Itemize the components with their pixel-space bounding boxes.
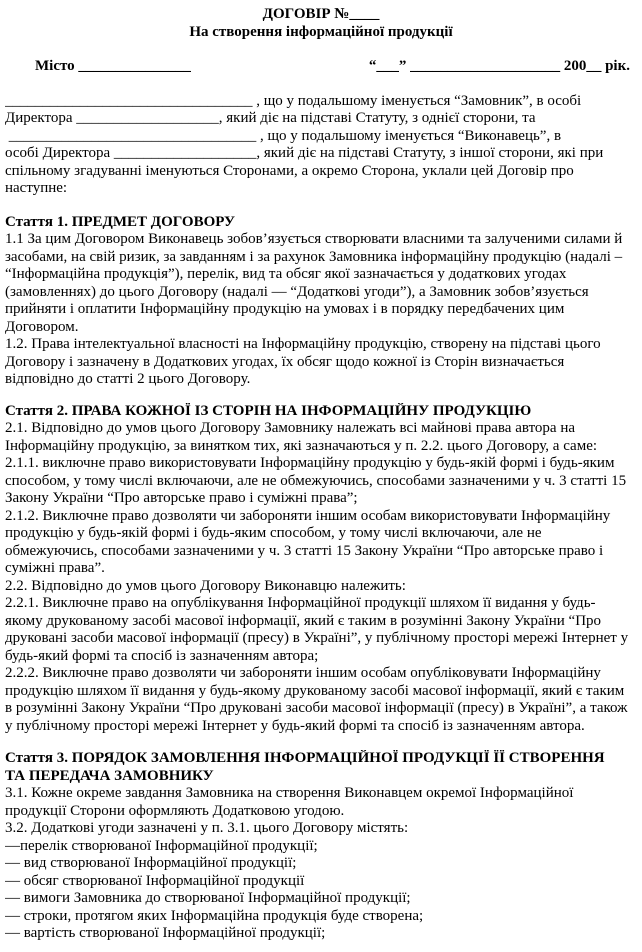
- city-blank-field: Місто _______________: [35, 58, 191, 74]
- body-line: 2.1.2. Виключне право дозволяти чи забороняти іншим особам використовувати Інформаційну: [5, 507, 611, 524]
- body-line: “Інформаційна продукція”), перелік, вид та обсяг якої зазначається у додаткових угодах: [5, 266, 567, 282]
- body-line: 1.2. Права інтелектуальної власності на Інформаційну продукцію, створену на підставі цього: [5, 336, 601, 352]
- body-line: — строки, протягом яких Інформаційна продукція буде створена;: [5, 907, 424, 924]
- section-3-body: [5, 785, 637, 943]
- body-line: Договору і зазначену в Додаткових угодах, їх обсяг щодо кожної із Сторін визначається: [5, 353, 565, 370]
- section-2-body: [5, 420, 637, 735]
- preamble-line: _________________________________ , що у подальшому іменується “Виконавець”, в: [5, 127, 562, 144]
- body-line: 1.1 За цим Договором Виконавець зобов’язується створювати власними та залученими силами й: [5, 231, 623, 247]
- body-line: продукцію у будь-якій формі і будь-яким способом, у тому числі включаючи, але не: [5, 525, 542, 541]
- body-line: продукції Сторони оформляють Додатковою угодою.: [5, 802, 345, 819]
- body-line: способом, у тому числі включаючи, але не обмежуючись, способами зазначеними у ч. 3 статті 15: [5, 472, 627, 489]
- section-heading-line: Стаття 3. ПОРЯДОК ЗАМОВЛЕННЯ ІНФОРМАЦІЙНОЇ ПРОДУКЦІЇ ЇЇ СТВОРЕННЯ: [5, 750, 605, 766]
- section-2-heading: [5, 403, 637, 421]
- section-3-heading: [5, 750, 637, 785]
- preamble: [5, 93, 637, 198]
- body-line: 3.1. Кожне окреме завдання Замовника на створення Виконавцем окремої Інформаційної: [5, 785, 574, 801]
- body-line: 2.1. Відповідно до умов цього Договору Замовнику належать всі майнові права автора на: [5, 420, 576, 436]
- body-line: обмежуючись, способами зазначеними у ч. 3 статті 15 Закону України “Про авторське право і: [5, 542, 604, 559]
- section-article-2: [5, 403, 637, 736]
- body-line: суміжні права”.: [5, 560, 105, 576]
- body-line: засобами, на свій ризик, за завданням і за рахунок Замовника інформаційну продукцію (надалі –: [5, 248, 623, 265]
- section-article-3: [5, 750, 637, 943]
- preamble-line: наступне:: [5, 180, 68, 196]
- body-line: 2.2.1. Виключне право на опублікування Інформаційної продукції шляхом її видання у будь-: [5, 595, 596, 611]
- body-line: 2.2. Відповідно до умов цього Договору Виконавцю належить:: [5, 577, 406, 594]
- section-1-heading: [5, 214, 637, 232]
- body-line: друковані засоби масової інформації (пресу) в Україні”, у публічному просторі мережі Інтернет у: [5, 630, 629, 646]
- body-line: —перелік створюваної Інформаційної продукції;: [5, 837, 318, 854]
- city-date-row: [5, 58, 637, 76]
- preamble-line: особі Директора ___________________, який діє на підставі Статуту, з іншої сторони, які при: [5, 145, 604, 161]
- body-line: якому друкованому засобі масової інформації, який є таким в розумінні Закону України “Про: [5, 612, 602, 629]
- body-line: Інформаційну продукцію, за винятком тих, які зазначаються у п. 2.2. цього Договору, а саме:: [5, 437, 598, 454]
- body-line: Закону України “Про авторське право і суміжні права”;: [5, 490, 358, 506]
- body-line: в розумінні Закону України “Про друковані засоби масової інформації (пресу) в Україні”, а також: [5, 700, 628, 716]
- preamble-line: _________________________________ , що у подальшому іменується “Замовник”, в особі: [5, 92, 582, 109]
- body-line: 2.2.2. Виключне право дозволяти чи забороняти іншим особам опубліковувати Інформаційну: [5, 665, 601, 681]
- body-line: будь-який формі та спосіб із зазначенням автора;: [5, 647, 319, 664]
- body-line: 2.1.1. виключне право використовувати Інформаційну продукцію у будь-якій формі і будь-яким: [5, 455, 615, 471]
- document-subtitle: На створення інформаційної продукції: [189, 23, 453, 40]
- body-line: — вид створюваної Інформаційної продукції;: [5, 855, 297, 871]
- preamble-line: спільному згадуванні іменуються Сторонами, а окремо Сторона, уклали цей Договір про: [5, 162, 574, 179]
- preamble-line: Директора ___________________, який діє на підставі Статуту, з однієї сторони, та: [5, 110, 536, 126]
- section-1-body: [5, 231, 637, 389]
- section-heading-line: Стаття 1. ПРЕДМЕТ ДОГОВОРУ: [5, 213, 236, 230]
- body-line: у публічному просторі мережі Інтернет у будь-який формі та спосіб із зазначенням автора.: [5, 717, 585, 734]
- document-title: ДОГОВІР №____: [262, 6, 380, 22]
- body-line: прийняти і оплатити Інформаційну продукцію на умовах і в порядку передбачених цим: [5, 301, 565, 317]
- body-line: Договором.: [5, 318, 79, 335]
- section-heading-line: Стаття 2. ПРАВА КОЖНОЇ ІЗ СТОРІН НА ІНФОРМАЦІЙНУ ПРОДУКЦІЮ: [5, 402, 532, 419]
- body-line: (замовленнях) до цього Договору (надалі — “Додаткові угоди”), а Замовник зобов’язується: [5, 283, 589, 300]
- section-article-1: [5, 214, 637, 389]
- body-line: — вимоги Замовника до створюваної Інформаційної продукції;: [5, 890, 411, 906]
- section-heading-line: ТА ПЕРЕДАЧА ЗАМОВНИКУ: [5, 767, 214, 784]
- date-blank-field: “___” ____________________ 200__ рік.: [368, 58, 630, 74]
- body-line: — вартість створюваної Інформаційної продукції;: [5, 925, 326, 941]
- body-line: продукцію шляхом її видання у будь-якому друкованому засобі масової інформації, який є таким: [5, 682, 625, 699]
- body-line: — обсяг створюваної Інформаційної продукції: [5, 872, 305, 889]
- body-line: відповідно до статті 2 цього Договору.: [5, 371, 251, 387]
- body-line: 3.2. Додаткові угоди зазначені у п. 3.1. цього Договору містять:: [5, 820, 409, 836]
